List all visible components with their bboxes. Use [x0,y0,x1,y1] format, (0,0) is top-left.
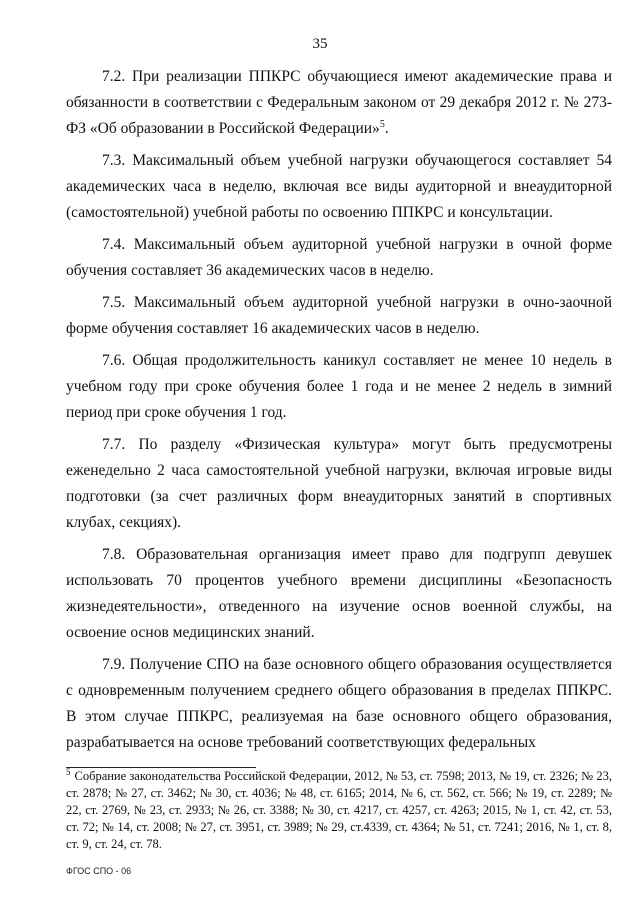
paragraph-7-8: 7.8. Образовательная организация имеет право для подгрупп девушек использовать 70 процентов учебного времени дисциплины «Безопасность жизнедеятельности», отведенного на изучение основ военной службы, на освоение основ медицинских знаний. [66,546,612,641]
footnote-text: Собрание законодательства Российской Федерации, 2012, № 53, ст. 7598; 2013, № 19, ст. 2326; № 23, ст. 2878; № 27, ст. 3462; № 30, ст. 4036; № 48, ст. 6165; 2014, № 6, ст. 562, ст. 566; № 19, ст. 2289; № 22, ст. 2769, № 23, ст. 2933; № 26, ст. 3388; № 30, ст. 4217, ст. 4257, ст. 4263; 2015, № 1, ст. 42, ст. 53, ст. 72; № 14, ст. 2008; № 27, ст. 3951, ст. 3989; № 29, ст.4339, ст. 4364; № 51, ст. 7241; 2016, № 1, ст. 8, ст. 9, ст. 24, ст. 78. [66,769,612,851]
footnote-reference[interactable]: 5 [379,118,385,130]
paragraph-tail: . [384,120,389,137]
paragraph-7-2 [66,64,612,142]
paragraph-7-3: 7.3. Максимальный объем учебной нагрузки обучающегося составляет 54 академических часа в неделю, включая все виды аудиторной и внеаудиторной (самостоятельной) учебной работы по освоению ППКРС и консультации. [66,152,612,221]
paragraph-7-4: 7.4. Максимальный объем аудиторной учебной нагрузки в очной форме обучения составляет 36 академических часов в неделю. [66,236,612,279]
paragraph-7-7: 7.7. По разделу «Физическая культура» могут быть предусмотрены еженедельно 2 часа самостоятельной учебной нагрузки, включая игровые виды подготовки (за счет различных форм внеаудиторных занятий в спортивных клубах, секциях). [66,436,612,531]
document-code: ФГОС СПО - 06 [66,866,132,876]
footnote-mark: 5 [66,766,71,777]
document-body [66,64,612,762]
footnote [66,768,612,853]
paragraph-text: 7.2. При реализации ППКРС обучающиеся имеют академические права и обязанности в соответствии с Федеральным законом от 29 декабря 2012 г. № 273-ФЗ «Об образовании в Российской Федерации» [66,68,612,137]
paragraph-7-6: 7.6. Общая продолжительность каникул составляет не менее 10 недель в учебном году при сроке обучения более 1 года и не менее 2 недель в зимний период при сроке обучения 1 год. [66,352,612,421]
page-number: 35 [312,36,328,52]
paragraph-7-9: 7.9. Получение СПО на базе основного общего образования осуществляется с одновременным получением среднего общего образования в пределах ППКРС. В этом случае ППКРС, реализуемая на базе основного общего образования, разрабатывается на основе требований соответствующих федеральных [66,656,612,751]
paragraph-7-5: 7.5. Максимальный объем аудиторной учебной нагрузки в очно-заочной форме обучения составляет 16 академических часов в неделю. [66,294,612,337]
